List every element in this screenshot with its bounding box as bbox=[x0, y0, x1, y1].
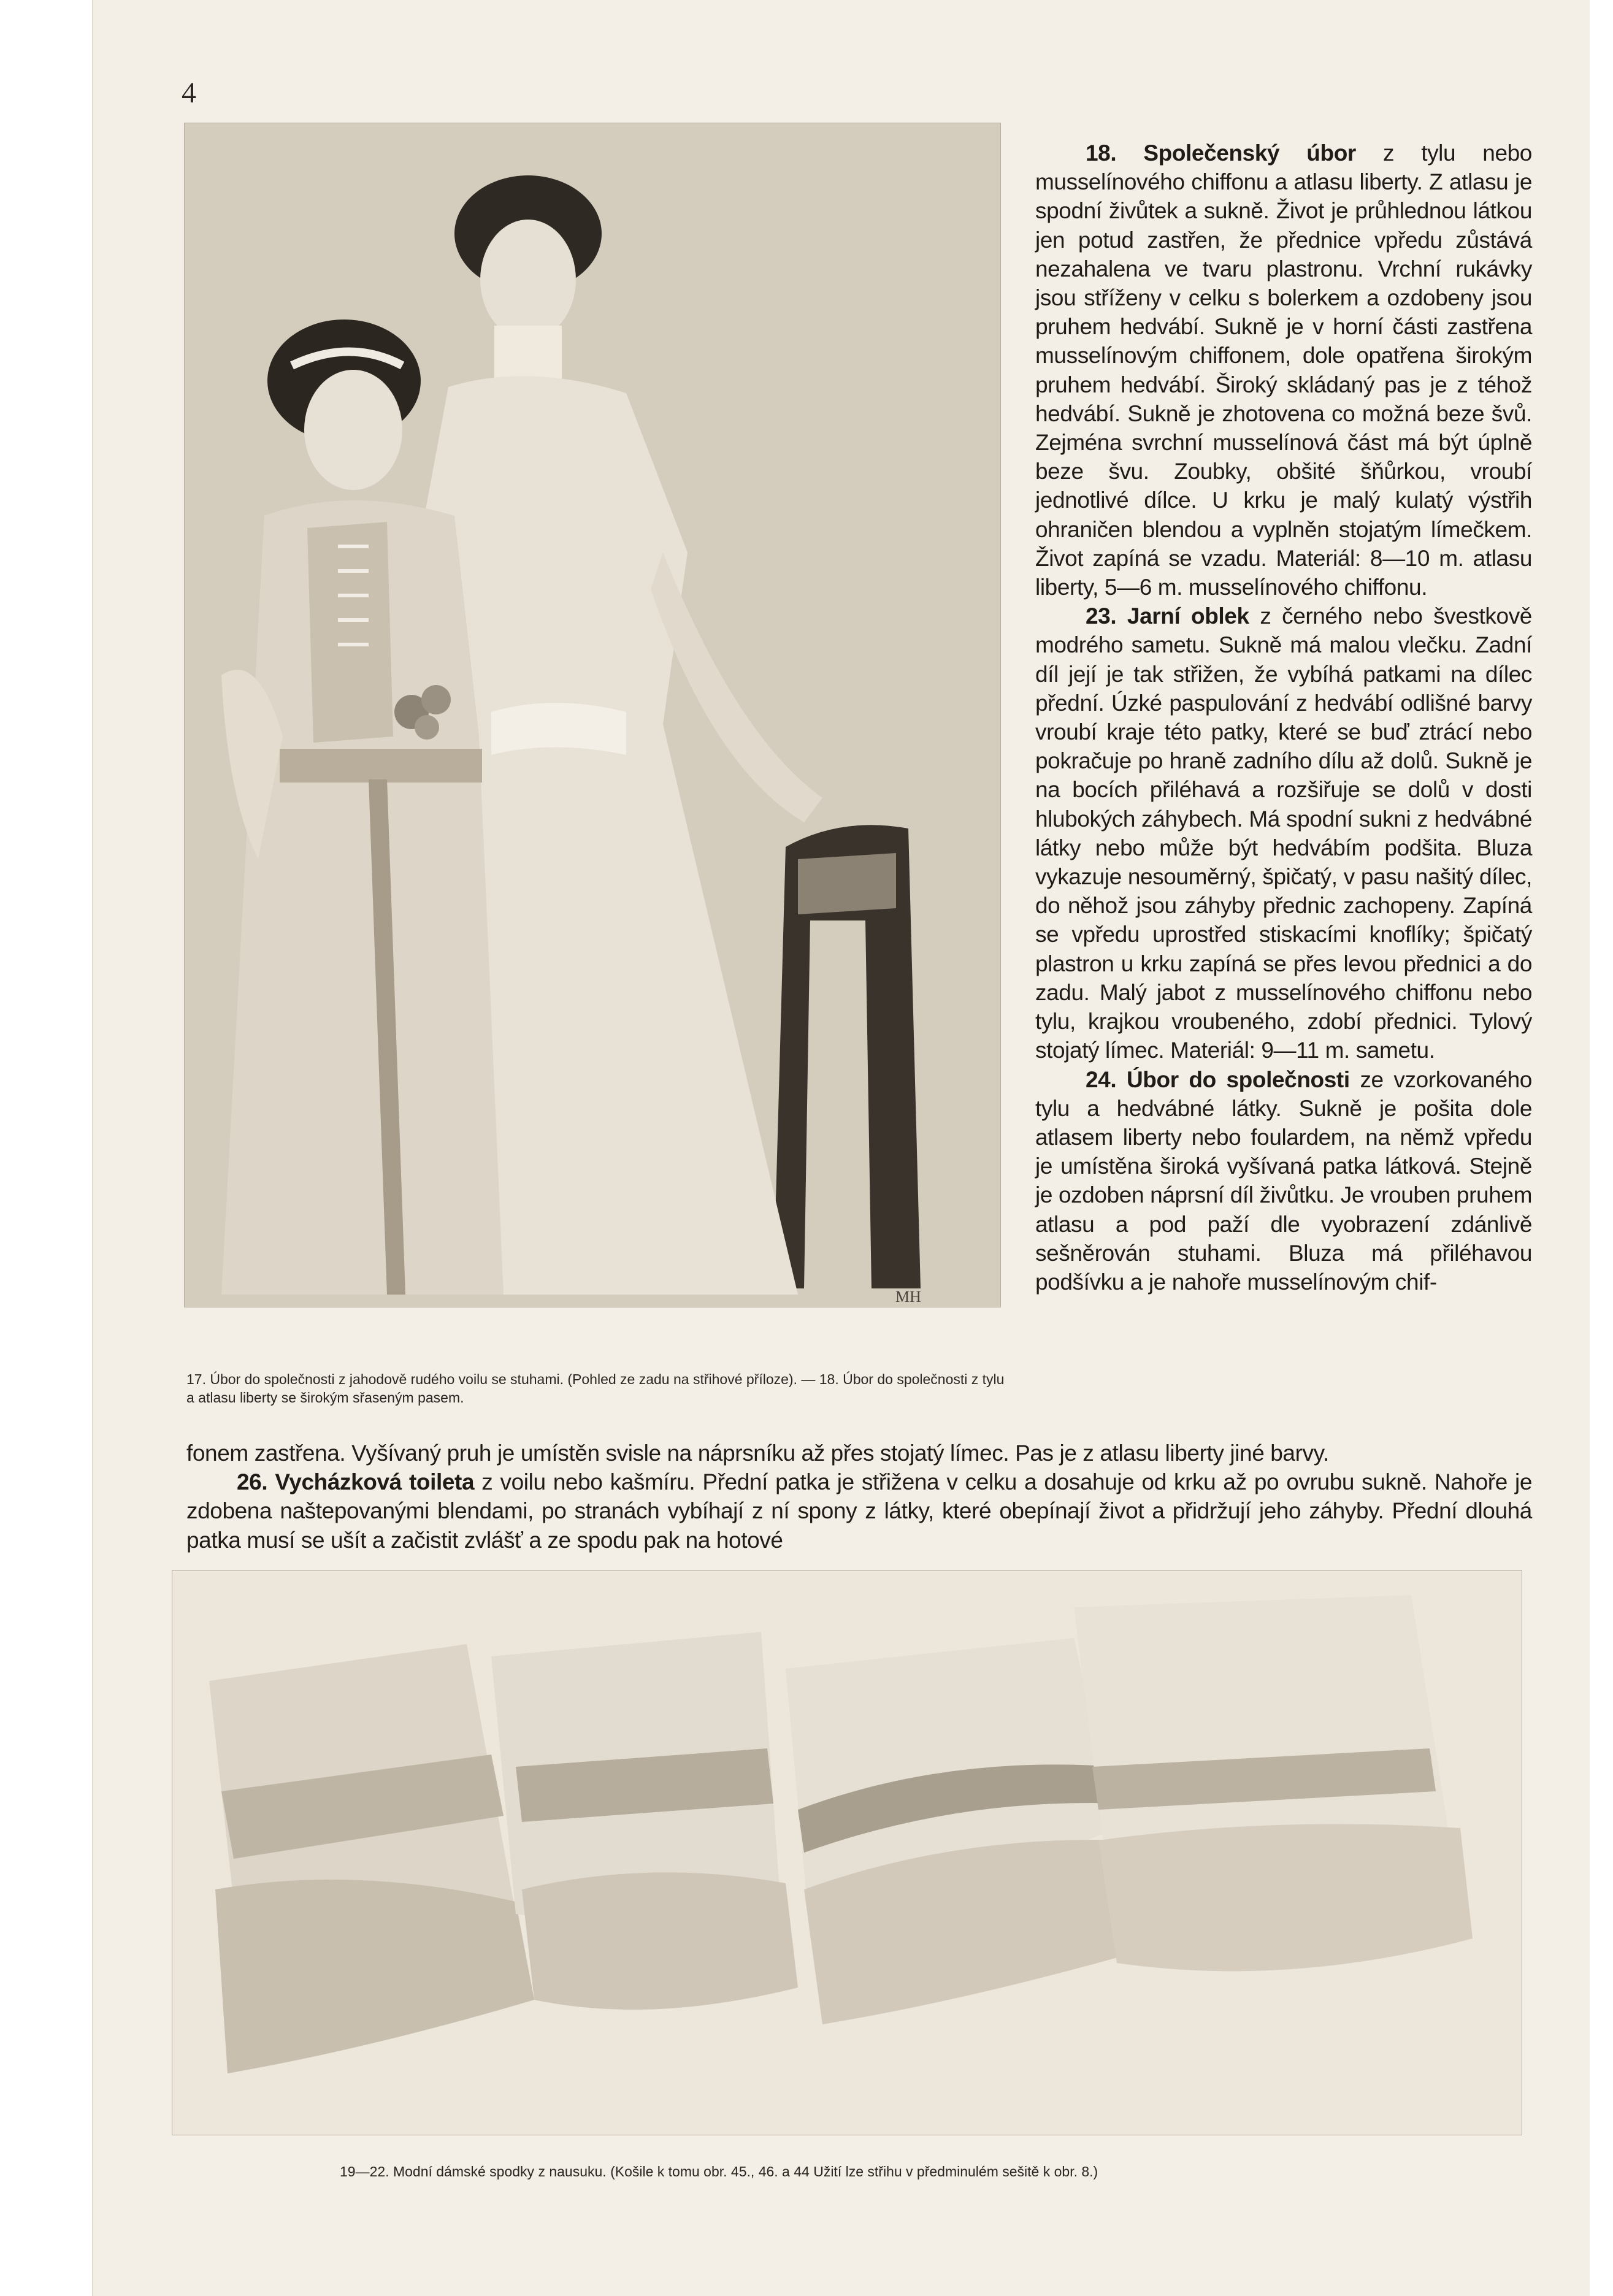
article-24 bbox=[1035, 1065, 1532, 1297]
caption-figures-17-18: 17. Úbor do společnosti z jahodově rudého voilu se stuhami. (Pohled ze zadu na střihové příloze). — 18. Úbor do společnosti z tylu a atlasu liberty se širokým sřaseným pasem. bbox=[186, 1371, 1005, 1406]
article-23 bbox=[1035, 602, 1532, 1065]
article-18-heading: Společenský úbor bbox=[1143, 140, 1356, 166]
article-18 bbox=[1035, 139, 1532, 602]
article-26-number: 26. bbox=[237, 1469, 268, 1495]
artist-monogram: MH bbox=[895, 1288, 921, 1306]
article-23-number: 23. bbox=[1086, 603, 1117, 629]
illustration-drawers bbox=[172, 1570, 1522, 2135]
article-24-number: 24. bbox=[1086, 1066, 1117, 1092]
illustration-drawers-drawing bbox=[172, 1571, 1522, 2135]
article-18-body: z tylu nebo musselínového chiffonu a atlasu liberty. Z atlasu je spodní živůtek a sukně. Život je průhlednou látkou jen potud zastřen, že přednice vpředu zůstává nezahalena ve tvaru plastronu. Vrchní rukávky jsou stříženy v celku s bolerkem a ozdobeny jsou pruhem hedvábí. Sukně je v horní části zastřena musselínovým chiffonem, dole opatřena širokým pruhem hedvábí. Široký skládaný pas je z téhož hedvábí. Sukně je zhotovena co možná beze švů. Zejména svrchní musselínová část má být úplně beze švu. Zoubky, obšité šňůrkou, vroubí jednotlivé dílce. U krku je malý kulatý výstřih ohraničen blendou a vyplněn stojatým límečkem. Život zapíná se vzadu. Materiál: 8—10 m. atlasu liberty, 5—6 m. musselínového chiffonu. bbox=[1035, 140, 1532, 600]
full-width-text bbox=[186, 1439, 1532, 1555]
article-26-heading: Vycházková toileta bbox=[275, 1469, 475, 1495]
illustration-two-women-drawing bbox=[185, 123, 1000, 1307]
article-23-heading: Jarní oblek bbox=[1127, 603, 1249, 629]
article-23-body: z černého nebo švestkově modrého sametu. Sukně má malou vlečku. Zadní díl její je tak střižen, že vybíhá patkami na dílec přední. Úzké paspulování z hedvábí odlišné barvy vroubí kraje této patky, které se buď ztrácí nebo pokračuje po hraně zadního dílu až dolů. Sukně je na bocích přiléhavá a rozšiřuje se dolů v dosti hlubokých záhybech. Má spodní sukni z hedvábné látky nebo může být hedvábím podšita. Bluza vykazuje nesouměrný, špičatý, v pasu našitý dílec, do něhož jsou záhyby přednic zachopeny. Zapíná se vpředu uprostřed stiskacími knoflíky; špičatý plastron u krku zapíná se přes levou přednici a do zadu. Malý jabot z musselínového chiffonu nebo tylu, krajkou vroubeného, zdobí přednici. Tylový stojatý límec. Materiál: 9—11 m. sametu. bbox=[1035, 603, 1532, 1063]
page-number: 4 bbox=[182, 77, 196, 109]
article-26 bbox=[186, 1468, 1532, 1555]
article-24-continuation: fonem zastřena. Vyšívaný pruh je umístěn svisle na náprsníku až přes stojatý límec. Pas je z atlasu liberty jiné barvy. bbox=[186, 1441, 1329, 1466]
caption-figures-19-22: 19—22. Modní dámské spodky z nausuku. (Košile k tomu obr. 45., 46. a 44 Užití lze střihu v předminulém sešitě k obr. 8.) bbox=[340, 2164, 1098, 2179]
article-26-body: z voilu nebo kašmíru. Přední patka je střižena v celku a dosahuje od krku až po ovrubu sukně. Nahoře je zdobena naštepovanými blendami, po stranách vybíhají z ní spony z látky, které obepínají život a přidržují jeho záhyby. Přední dlouhá patka musí se ušít a začistit zvlášť a ze spodu pak na hotové bbox=[186, 1469, 1532, 1553]
article-column bbox=[1035, 139, 1532, 1296]
article-18-number: 18. bbox=[1086, 140, 1117, 166]
illustration-two-women bbox=[184, 123, 1001, 1307]
article-24-heading: Úbor do společnosti bbox=[1126, 1066, 1350, 1092]
article-24-body: ze vzorkovaného tylu a hedvábné látky. Sukně je pošita dole atlasem liberty nebo foulardem, na němž vpředu je umístěna široká vyšívaná patka látková. Stejně je ozdoben náprsní díl živůtku. Je vrouben pruhem atlasu a pod paží dle vyobrazení zdánlivě sešněrován stuhami. Bluza má přiléhavou podšívku a je nahoře musselínovým chif- bbox=[1035, 1066, 1532, 1295]
